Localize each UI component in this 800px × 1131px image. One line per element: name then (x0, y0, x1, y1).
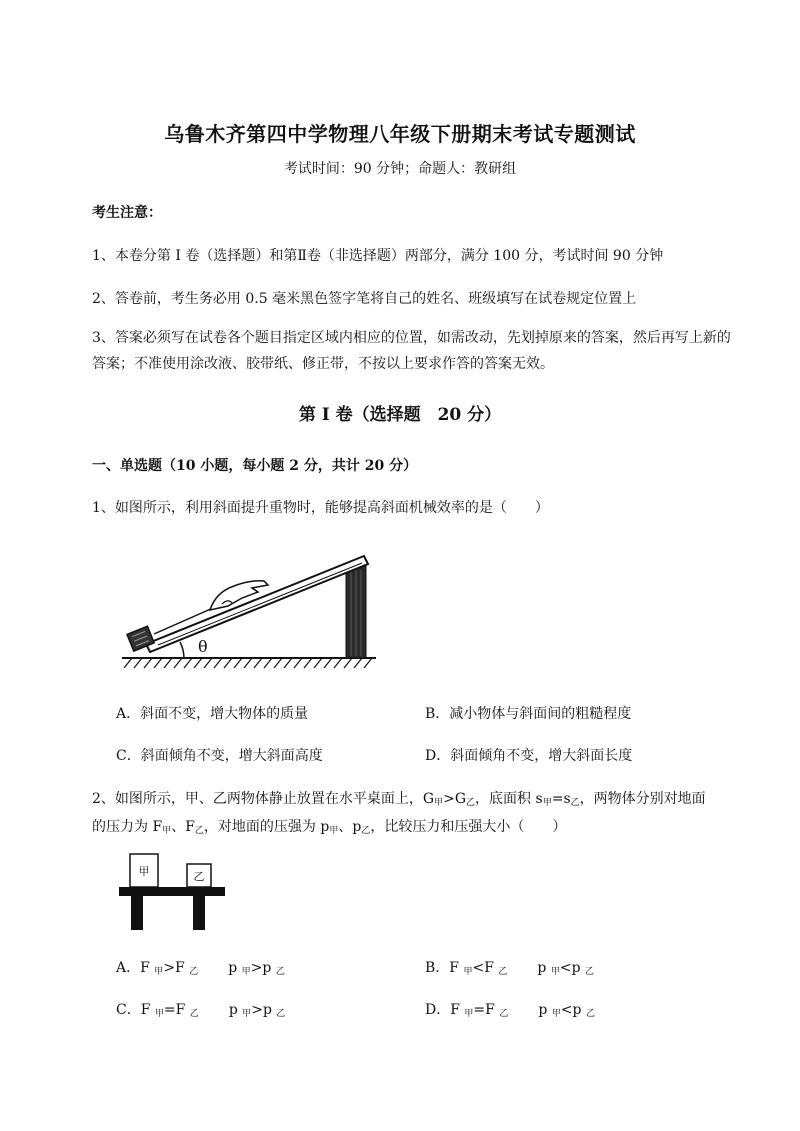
section-subtitle: 一、单选题（10 小题，每小题 2 分，共计 20 分） (92, 458, 418, 474)
q2-option-d[interactable]: D．F $_甲$=F $_乙$ p $_甲$<p $_乙$ (425, 1002, 595, 1019)
q1-option-c[interactable]: C．斜面倾角不变，增大斜面高度 (116, 748, 323, 764)
table-leg-right (193, 896, 205, 930)
question-2-stem-line-1: 2、如图所示，甲、乙两物体静止放置在水平桌面上，$G_甲>G_乙$，底面积 $s_甲=s_乙$，两物体分别对地面 (92, 791, 706, 808)
q2-option-c[interactable]: C．F $_甲$=F $_乙$ p $_甲$>p $_乙$ (116, 1002, 286, 1019)
notice-item-1: 1、本卷分第 I 卷（选择题）和第Ⅱ卷（非选择题）两部分，满分 100 分，考试时间 90 分钟 (92, 248, 664, 264)
table-top (119, 887, 225, 896)
angle-theta-label: θ (198, 637, 208, 656)
section-title: 第 I 卷（选择题 20 分） (298, 405, 502, 425)
block-yi-label: 乙 (193, 870, 205, 883)
table-blocks-figure (115, 852, 230, 932)
q2-option-b[interactable]: B．F $_甲$<F $_乙$ p $_甲$<p $_乙$ (425, 960, 595, 977)
q2-option-a[interactable]: A．F $_甲$>F $_乙$ p $_甲$>p $_乙$ (116, 960, 285, 977)
table-leg-left (131, 896, 143, 930)
notice-heading: 考生注意： (92, 205, 162, 221)
q1-option-b[interactable]: B．减小物体与斜面间的粗糙程度 (425, 706, 632, 722)
question-2-stem-line-2: 的压力为 $F_甲$、$F_乙$，对地面的压强为 $p_甲$、$p_乙$，比较压力和压强大小（ ） (92, 819, 567, 836)
incline-figure (118, 548, 380, 673)
exam-title: 乌鲁木齐第四中学物理八年级下册期末考试专题测试 (164, 122, 636, 146)
q1-option-a[interactable]: A．斜面不变，增大物体的质量 (116, 706, 309, 722)
q1-option-d[interactable]: D．斜面倾角不变，增大斜面长度 (425, 748, 633, 764)
notice-item-2: 2、答卷前，考生务必用 0.5 毫米黑色签字笔将自己的姓名、班级填写在试卷规定位置上 (92, 291, 637, 307)
block-jia-label: 甲 (138, 865, 150, 878)
notice-item-3: 3、答案必须写在试卷各个题目指定区域内相应的位置，如需改动，先划掉原来的答案，然后再写上新的答案；不准使用涂改液、胶带纸、修正带，不按以上要求作答的答案无效。 (92, 330, 731, 372)
exam-subtitle: 考试时间：90 分钟；命题人：教研组 (283, 161, 517, 177)
question-1-stem: 1、如图所示，利用斜面提升重物时，能够提高斜面机械效率的是（ ） (92, 500, 549, 516)
